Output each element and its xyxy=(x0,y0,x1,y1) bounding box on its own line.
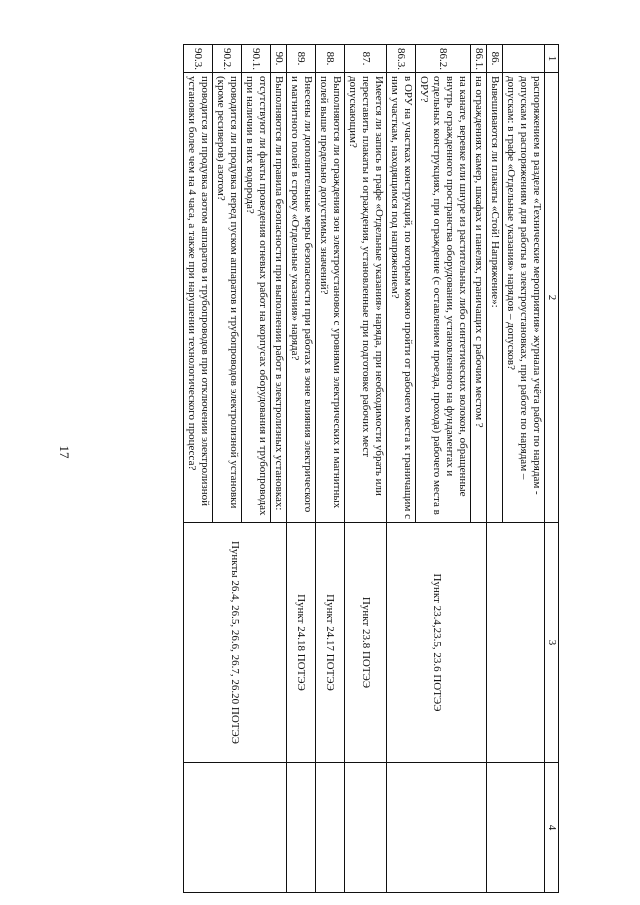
reference-cell: Пункт 23.8 ПОТЭЭ xyxy=(345,523,387,763)
row-number: 88. xyxy=(316,45,345,73)
row-number: 86. xyxy=(487,45,503,73)
header-col-4: 4 xyxy=(545,763,559,893)
reference-cell xyxy=(487,523,545,763)
header-col-1: 1 xyxy=(545,45,559,73)
row-number: 86.1. xyxy=(471,45,487,73)
row-number: 90.1. xyxy=(242,45,271,73)
row-number: 86.3. xyxy=(387,45,416,73)
question-text: Вывешиваются ли плакаты «Стой! Напряжение»: xyxy=(487,73,503,523)
note-cell xyxy=(345,763,387,893)
table-row xyxy=(287,45,316,893)
row-number: 86.2. xyxy=(416,45,471,73)
note-cell xyxy=(184,763,287,893)
note-cell xyxy=(287,763,316,893)
header-col-3: 3 xyxy=(545,523,559,763)
row-number: 90.2. xyxy=(213,45,242,73)
table-row xyxy=(471,45,487,893)
row-number: 89. xyxy=(287,45,316,73)
question-text: Выполняются ли правила безопасности при выполнении работ в электролизных установках: xyxy=(271,73,287,523)
row-number: 87. xyxy=(345,45,387,73)
table-row xyxy=(271,45,287,893)
question-text: на канате, веревке или шнуре из растительных либо синтетических волокон, обращенные внутрь огражденного пространства оборудовании, установленного на фундаментах и отдельных конструкциях, при ограждение (с оставлением проезда, прохода) рабочего места в ОРУ? xyxy=(416,73,471,523)
note-cell xyxy=(316,763,345,893)
reference-cell: Пункт 23.4,23.5, 23.6 ПОТЭЭ xyxy=(387,523,487,763)
row-number xyxy=(503,45,545,73)
question-text: проводится ли продувка перед пуском аппаратов и трубопроводов электролизной установки (кроме ресиверов) азотом? xyxy=(213,73,242,523)
row-number: 90. xyxy=(271,45,287,73)
note-cell xyxy=(487,763,545,893)
question-text: проводится ли продувка азотом аппаратов и трубопроводов при отключении электролизной установки более чем на 4 часа, а также при нарушении технологического процесса? xyxy=(184,73,213,523)
question-text: отсутствуют ли факты проведения огневых работ на корпусах оборудования и трубопроводах при наличии в них водорода? xyxy=(242,73,271,523)
note-cell xyxy=(387,763,487,893)
question-text: распоряжением в разделе «Технические мероприятия» журнала учёта работ по нарядам - допускам и распоряжениям для работы в электроустановках, при работе по нарядам – допускам: в графе «Отдельные указания» нарядов – допусков? xyxy=(503,73,545,523)
checklist-table-sheet xyxy=(85,44,559,892)
reference-cell: Пункт 24.18 ПОТЭЭ xyxy=(287,523,316,763)
header-row xyxy=(545,45,559,893)
table-row xyxy=(316,45,345,893)
row-number: 90.3. xyxy=(184,45,213,73)
reference-cell: Пункты 26.4, 26.5, 26.6, 26.7, 26.20 ПОТЭЭ xyxy=(184,523,287,763)
question-text: Внесены ли дополнительные меры безопасности при работах в зоне влияния электрического и магнитного полей в строку «Отдельные указания» наряда? xyxy=(287,73,316,523)
checklist-table xyxy=(183,44,559,893)
header-col-2: 2 xyxy=(545,73,559,523)
page-number: 17 xyxy=(57,445,72,459)
question-text: Имеется ли запись в графе «Отдельные указания» наряда, при необходимости убрать или переставить плакаты и ограждения, установленные при подготовке рабочих мест допускающим? xyxy=(345,73,387,523)
question-text: Выполняются ли ограждения зон электроустановок с уровнями электрических и магнитных полей выше предельно допустимых значений? xyxy=(316,73,345,523)
question-text: на ограждениях камер, шкафах и панелях, граничащих с рабочим местом ? xyxy=(471,73,487,523)
table-row xyxy=(345,45,387,893)
table-row xyxy=(503,45,545,893)
question-text: в ОРУ на участках конструкций, по которым можно пройти от рабочего места к граничащим с ним участкам, находящимся под напряжением? xyxy=(387,73,416,523)
reference-cell: Пункт 24.17 ПОТЭЭ xyxy=(316,523,345,763)
